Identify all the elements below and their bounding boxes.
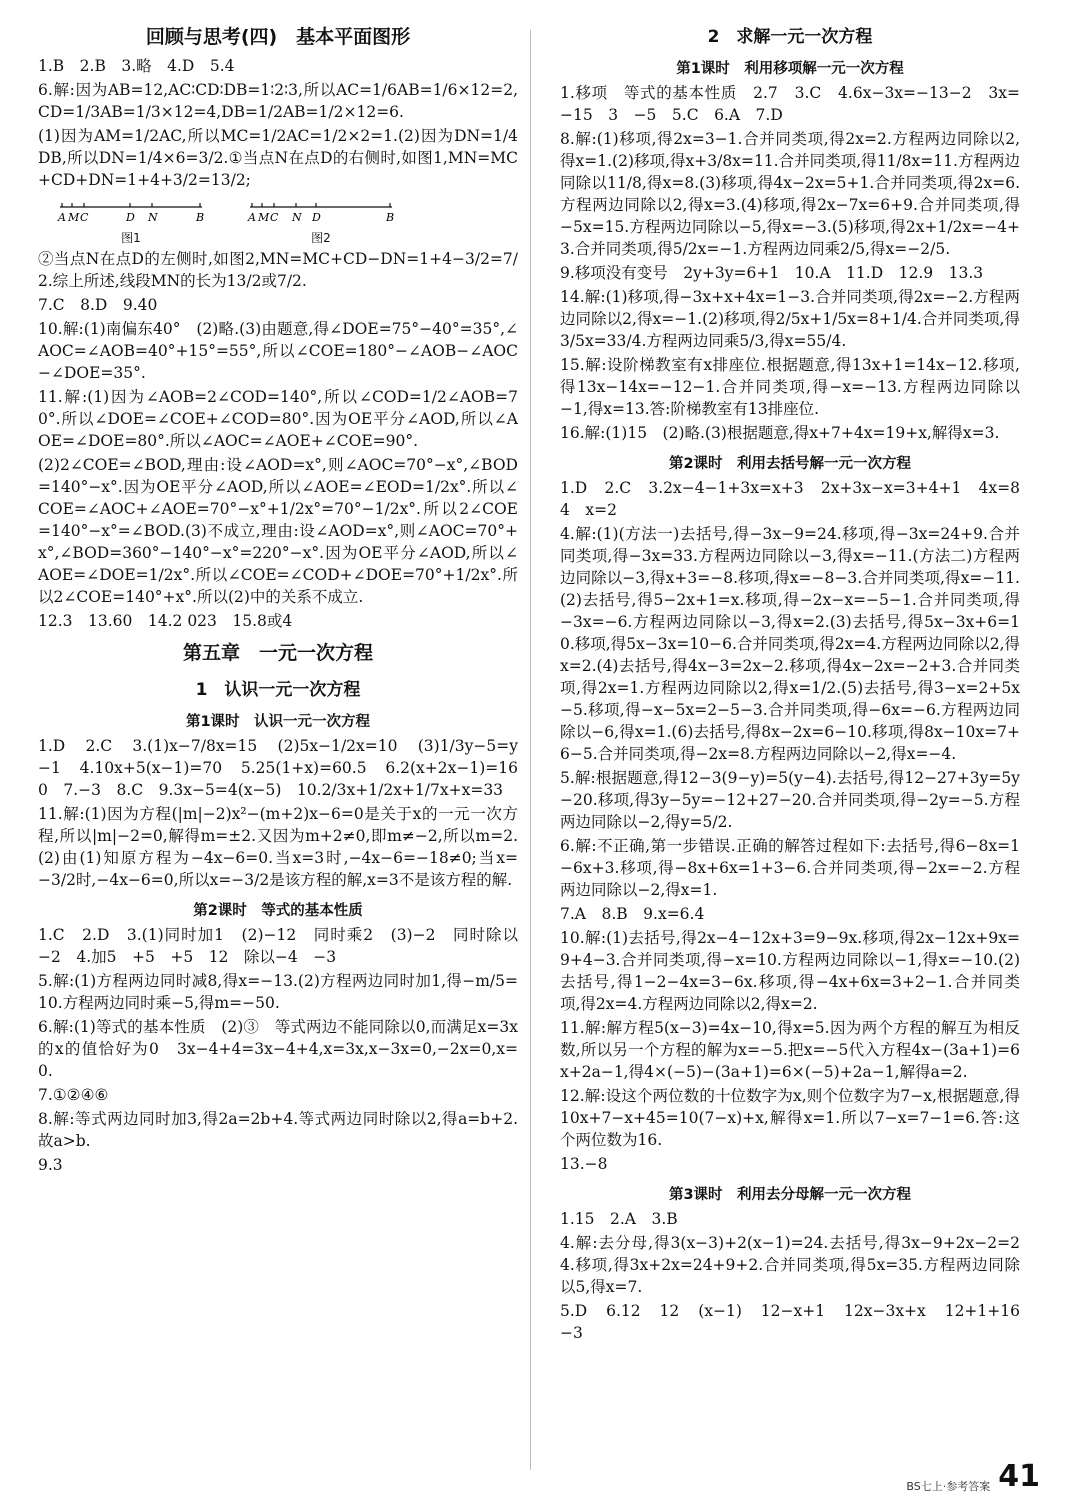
answer-line: 6.解:(1)等式的基本性质 (2)③ 等式两边不能同除以0,而满足x=3x的x的值恰好为0 3x−4+4=3x−4+4,x=3x,x−3x=0,−2x=0,x=0. [38,1018,518,1080]
figures [38,193,518,248]
answer-line: 14.解:(1)移项,得−3x+x+4x=1−3.合并同类项,得2x=−2.方程两边同除以2,得x=−1.(2)移项,得2/5x+1/5x=8+1/4.合并同类项,得3/5x=33/4.方程两边同乘5/3,得x=55/4. [560,288,1020,350]
answer-line: 15.解:设阶梯教室有x排座位.根据题意,得13x+1=14x−12.移项,得13x−14x=−12−1.合并同类项,得−x=−13.方程两边同除以−1,得x=13.答:阶梯教室有13排座位. [560,356,1020,418]
point-label: D [126,211,135,224]
figure-2 [246,197,396,246]
figure-2-caption: 图2 [311,231,331,245]
answer-line: (1)因为AM=1/2AC,所以MC=1/2AC=1/2×2=1.(2)因为DN=1/4DB,所以DN=1/4×6=3/2.①当点N在点D的右侧时,如图1,MN=MC+CD+DN=1+4+3/2=13/2; [38,127,518,189]
chapter-title: 第五章 一元一次方程 [182,642,373,664]
answer-line: 9.3 [38,1156,63,1174]
lesson-title: 第2课时 等式的基本性质 [193,903,363,919]
figure-1-diagram [56,197,206,229]
answer-line: 12.解:设这个两位数的十位数字为x,则个位数字为7−x,根据题意,得10x+7−x+45=10(7−x)+x,解得x=1.所以7−x=7−1=6.答:这个两位数为16. [560,1087,1020,1149]
figure-2-diagram [246,197,396,229]
review-block-2 [38,248,518,632]
answer-line: 5.D 6.12 12 (x−1) 12−x+1 12x−3x+x 12+1+16−3 [560,1302,1020,1342]
answer-line: 4.解:(1)(方法一)去括号,得−3x−9=24.移项,得−3x=24+9.合并同类项,得−3x=33.方程两边同除以−3,得x=−11.(方法二)方程两边同除以−3,得x+3=−8.移项,得x=−8−3.合并同类项,得x=−11.(2)去括号,得5−2x+1=x.移项,得−2x−x=−5−1.合并同类项,得−3x=−6.方程两边同除以−3,得x=2.(3)去括号,得5x−3x+6=10.移项,得5x−3x=10−6.合并同类项,得2x=4.方程两边同除以2,得x=2.(4)去括号,得4x−3=2x−2.移项,得4x−2x=−2+3.合并同类项,得2x=1.方程两边同除以2,得x=1/2.(5)去括号,得3−x=2+5x−5.移项,得−x−5x=2−5−3.合并同类项,得−6x=−6.方程两边同除以−6,得x=1.(6)去括号,得8x−2x=6−10.移项,得8x−10x=7+6−5.合并同类项,得−2x=8.方程两边同除以−2,得x=−4. [560,525,1020,763]
section-title: 2 求解一元一次方程 [707,27,873,47]
point-label: N [148,211,158,224]
answer-line: (2)2∠COE=∠BOD,理由:设∠AOD=x°,则∠AOC=70°−x°,∠BOD=140°−x°.因为OE平分∠AOD,所以∠AOE=∠EOD=1/2x°.所以∠COE=∠AOC+∠AOE=70°−x°+1/2x°=70°−1/2x°.所以2∠COE=140°−x°=∠BOD.(3)不成立,理由:设∠AOD=x°,则∠AOC=70°+x°,∠BOD=360°−140°−x°=220°−x°.因为OE平分∠AOD,所以∠AOE=∠DOE=1/2x°.所以∠COE=∠COD+∠DOE=70°+1/2x°.所以2∠COE=140°+x°.所以(2)中的关系不成立. [38,456,518,606]
figure-1-caption: 图1 [121,231,141,245]
lesson-title: 第2课时 利用去括号解一元一次方程 [668,456,912,472]
answer-line: 1.15 2.A 3.B [560,1210,678,1228]
answer-line: 8.解:等式两边同时加3,得2a=2b+4.等式两边同时除以2,得a=b+2.故a>b. [38,1110,518,1150]
figure-1 [56,197,206,246]
point-label: D [312,211,321,224]
point-label: A [58,211,66,224]
point-label: A [248,211,256,224]
column-divider [530,30,531,1470]
point-label: N [292,211,302,224]
page-footer [906,1459,1040,1494]
answer-line: 7.A 8.B 9.x=6.4 [560,905,705,923]
answer-line: 10.解:(1)去括号,得2x−4−12x+3=9−9x.移项,得2x−12x+9x=9+4−3.合并同类项,得−x=10.方程两边同除以−1,得x=−10.(2)去括号,得1−2−4x=3−6x.移项,得−4x+6x=3+2−1.合并同类项,得2x=4.方程两边同除以2,得x=2. [560,929,1020,1013]
answer-line: 9.移项没有变号 2y+3y=6+1 10.A 11.D 12.9 13.3 [560,264,984,282]
answer-line: 11.解:(1)因为方程(|m|−2)x²−(m+2)x−6=0是关于x的一元一次方程,所以|m|−2=0,解得m=±2.又因为m+2≠0,即m≠−2,所以m=2.(2)由(1)知原方程为−4x−6=0.当x=3时,−4x−6=−18≠0;当x=−3/2时,−4x−6=0,所以x=−3/2是该方程的解,x=3不是该方程的解. [38,805,518,889]
answer-line: 6.解:不正确,第一步错误.正确的解答过程如下:去括号,得6−8x=1−6x+3.移项,得−8x+6x=1+3−6.合并同类项,得−2x=−2.方程两边同除以−2,得x=1. [560,837,1020,899]
answer-line: 8.解:(1)移项,得2x=3−1.合并同类项,得2x=2.方程两边同除以2,得x=1.(2)移项,得x+3/8x=11.合并同类项,得11/8x=11.方程两边同除以11/8,得x=8.(3)移项,得4x−2x=5+1.合并同类项,得2x=6.方程两边同除以2,得x=3.(4)移项,得2x−7x=6+9.合并同类项,得−5x=15.方程两边同除以−5,得x=−3.(5)移项,得2x+1/2x=−4+3.合并同类项,得5/2x=−1.方程两边同乘2/5,得x=−2/5. [560,130,1020,258]
lesson-title: 第1课时 利用移项解一元一次方程 [676,61,904,77]
answer-line: 13.−8 [560,1155,608,1173]
answer-line: 10.解:(1)南偏东40° (2)略.(3)由题意,得∠DOE=75°−40°=35°,∠AOC=∠AOB=40°+15°=55°,所以∠COE=180°−∠AOB−∠AOC−∠DOE=35°. [38,320,518,382]
point-label: M [68,211,80,224]
answer-line: 6.解:因为AB=12,AC∶CD∶DB=1∶2∶3,所以AC=1/6AB=1/6×12=2,CD=1/3AB=1/3×12=4,DB=1/2AB=1/2×12=6. [38,81,518,121]
answer-line: 11.解:解方程5(x−3)=4x−10,得x=5.因为两个方程的解互为相反数,所以另一个方程的解为x=−5.把x=−5代入方程4x−(3a+1)=6x+2a−1,得4×(−5)−(3a+1)=6×(−5)+2a−1,解得a=2. [560,1019,1020,1081]
answer-line: 1.C 2.D 3.(1)同时加1 (2)−12 同时乘2 (3)−2 同时除以−2 4.加5 +5 +5 12 除以−4 −3 [38,926,518,966]
answer-line: 16.解:(1)15 (2)略.(3)根据题意,得x+7+4x=19+x,解得x=3. [560,424,1000,442]
point-label: B [386,211,395,224]
answer-line: 7.①②④⑥ [38,1086,109,1104]
answer-line: 5.解:(1)方程两边同时减8,得x=−13.(2)方程两边同时加1,得−m/5=10.方程两边同时乘−5,得m=−50. [38,972,518,1012]
answer-line: 1.D 2.C 3.2x−4−1+3x=x+3 2x+3x−x=3+4+1 4x=8 4 x=2 [560,479,1036,519]
point-label: M [258,211,270,224]
answer-line: 1.移项 等式的基本性质 2.7 3.C 4.6x−3x=−13−2 3x=−15 3 −5 5.C 6.A 7.D [560,84,1020,124]
point-label: B [196,211,205,224]
answer-line: 4.解:去分母,得3(x−3)+2(x−1)=24.去括号,得3x−9+2x−2=24.移项,得3x+2x=24+9+2.合并同类项,得5x=35.方程两边同除以5,得x=7. [560,1234,1020,1296]
point-label: C [80,211,89,224]
answer-line: 1.D 2.C 3.(1)x−7/8x=15 (2)5x−1/2x=10 (3)1/3y−5=y−1 4.10x+5(x−1)=70 5.25(1+x)=60.5 6.2(x+2x−1)=160 7.−3 8.C 9.3x−5=4(x−5) 10.2/3x+1/2x+1/7x+x=33 [38,737,518,799]
lesson-title: 第3课时 利用去分母解一元一次方程 [668,1187,912,1203]
point-label: C [270,211,279,224]
review-title: 回顾与思考(四) 基本平面图形 [145,26,411,48]
right-column [560,18,1036,1346]
answer-line: 11.解:(1)因为∠AOB=2∠COD=140°,所以∠COD=1/2∠AOB=70°.所以∠DOE=∠COE+∠COD=80°.因为OE平分∠AOD,所以∠AOE=∠DOE=80°.所以∠AOC=∠AOE+∠COE=90°. [38,388,518,450]
book-tag: BS七上·参考答案 [906,1480,991,1493]
answer-line: 12.3 13.60 14.2 023 15.8或4 [38,612,293,630]
answer-line: 1.B 2.B 3.略 4.D 5.4 [38,57,235,75]
left-column [38,18,518,1178]
lesson-title: 第1课时 认识一元一次方程 [185,714,371,730]
section-title: 1 认识一元一次方程 [195,680,361,700]
answer-line: 7.C 8.D 9.40 [38,296,158,314]
review-block-1 [38,55,518,191]
page-number: 41 [998,1459,1040,1494]
answer-line: ②当点N在点D的左侧时,如图2,MN=MC+CD−DN=1+4−3/2=7/2.综上所述,线段MN的长为13/2或7/2. [38,250,518,290]
answer-line: 5.解:根据题意,得12−3(9−y)=5(y−4).去括号,得12−27+3y=5y−20.移项,得3y−5y=−12+27−20.合并同类项,得−2y=−5.方程两边同除以−2,得y=5/2. [560,769,1020,831]
